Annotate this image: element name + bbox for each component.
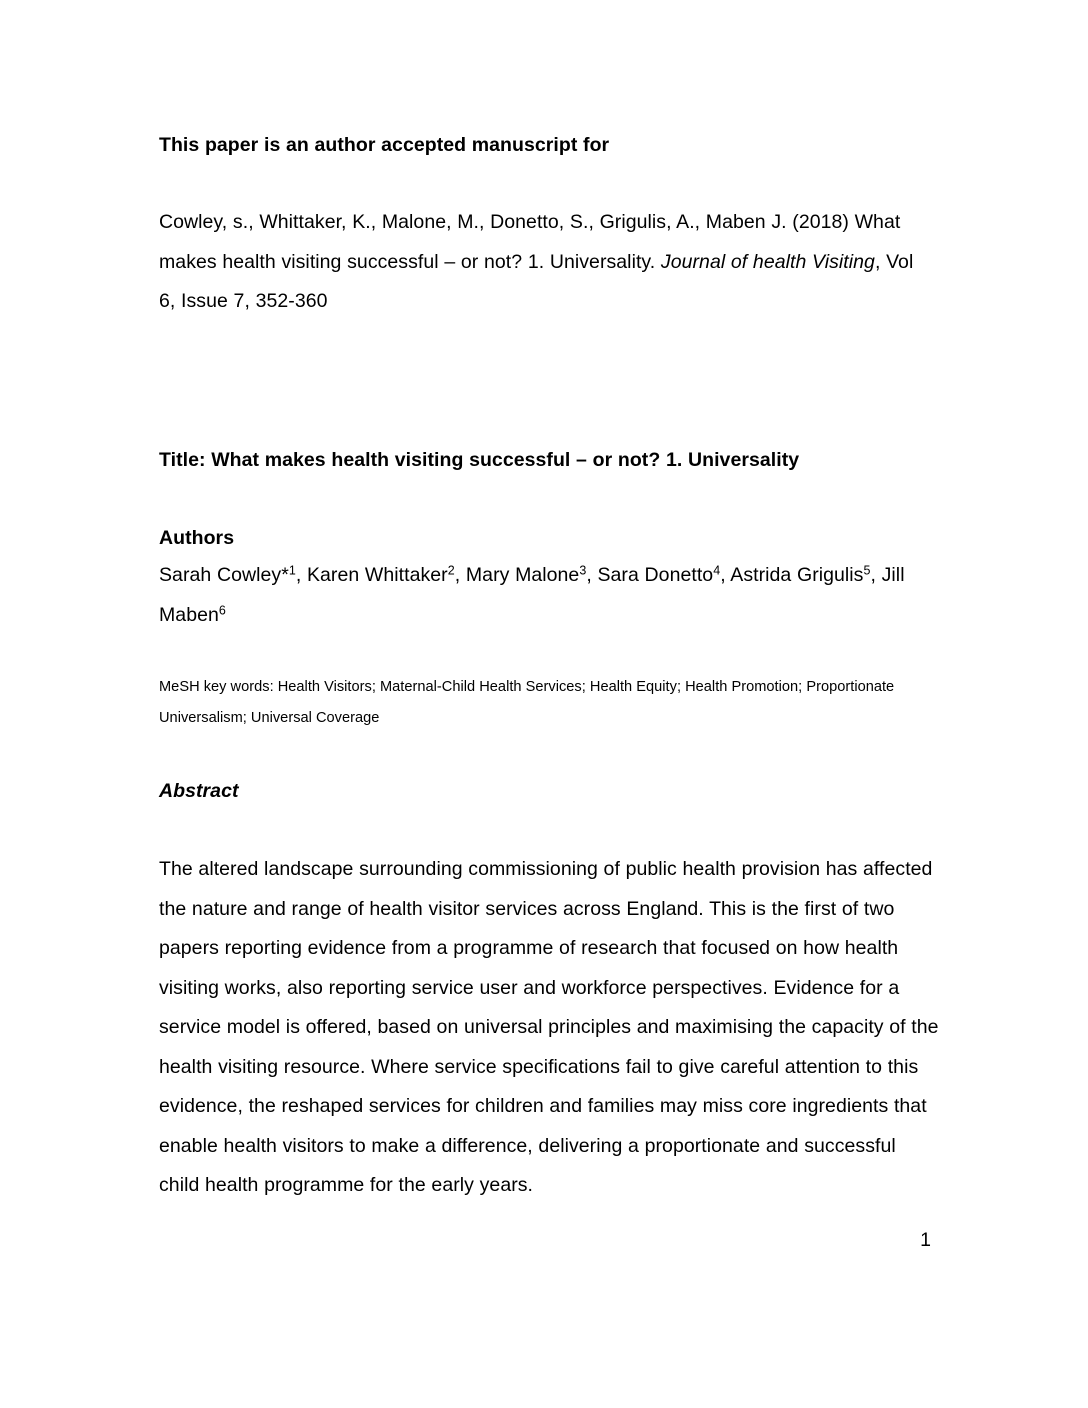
citation-line-2-pre: makes health visiting successful – or not? 1. Universality. <box>159 250 656 273</box>
citation-block <box>159 203 935 322</box>
page-title: Title: What makes health visiting successful – or not? 1. Universality <box>159 449 800 471</box>
author-name: Astrida Grigulis <box>730 564 864 586</box>
manuscript-note: This paper is an author accepted manuscript for <box>159 134 610 156</box>
page-number: 1 <box>920 1229 931 1251</box>
author-affiliation-marker: 3 <box>579 563 587 578</box>
author-affiliation-marker: 6 <box>218 603 226 618</box>
author-name: Sarah Cowley* <box>159 564 289 586</box>
mesh-keywords: MeSH key words: Health Visitors; Maternal-Child Health Services; Health Equity; Health Promotion; Proportionate Universalism; Universal Coverage <box>159 679 895 726</box>
author-affiliation-marker: 1 <box>288 563 296 578</box>
author-name: Jill Maben <box>159 564 905 626</box>
author-affiliation-marker: 4 <box>713 563 721 578</box>
author-separator: , <box>720 564 731 586</box>
authors-list <box>159 556 937 635</box>
citation-line-1: Cowley, s., Whittaker, K., Malone, M., Donetto, S., Grigulis, A., Maben J. (2018) What <box>159 211 901 233</box>
abstract-body: The altered landscape surrounding commissioning of public health provision has affected the nature and range of health visitor services across England. This is the first of two papers reporting evidence from a programme of research that focused on how health visiting works, also reporting service user and workforce perspectives. Evidence for a service model is offered, based on universal principles and maximising the capacity of the health visiting resource. Where service specifications fail to give careful attention to this evidence, the reshaped services for children and families may miss core ingredients that enable health visitors to make a difference, delivering a proportionate and successful child health programme for the early years. <box>159 858 939 1196</box>
author-name: Karen Whittaker <box>306 564 448 586</box>
citation-line-3: 6, Issue 7, 352-360 <box>159 290 328 312</box>
abstract-heading: Abstract <box>159 780 239 802</box>
author-affiliation-marker: 5 <box>863 563 871 578</box>
citation-line-2-post: , Vol <box>874 250 914 273</box>
author-separator: , <box>295 564 307 586</box>
author-separator: , <box>454 564 466 586</box>
authors-heading: Authors <box>159 527 235 549</box>
author-affiliation-marker: 2 <box>447 563 455 578</box>
journal-name: Journal of health Visiting <box>660 250 875 273</box>
author-separator: , <box>870 564 882 586</box>
author-name: Sara Donetto <box>597 564 714 586</box>
author-separator: , <box>586 564 598 586</box>
author-name: Mary Malone <box>465 564 580 586</box>
citation-line-2 <box>159 243 935 283</box>
